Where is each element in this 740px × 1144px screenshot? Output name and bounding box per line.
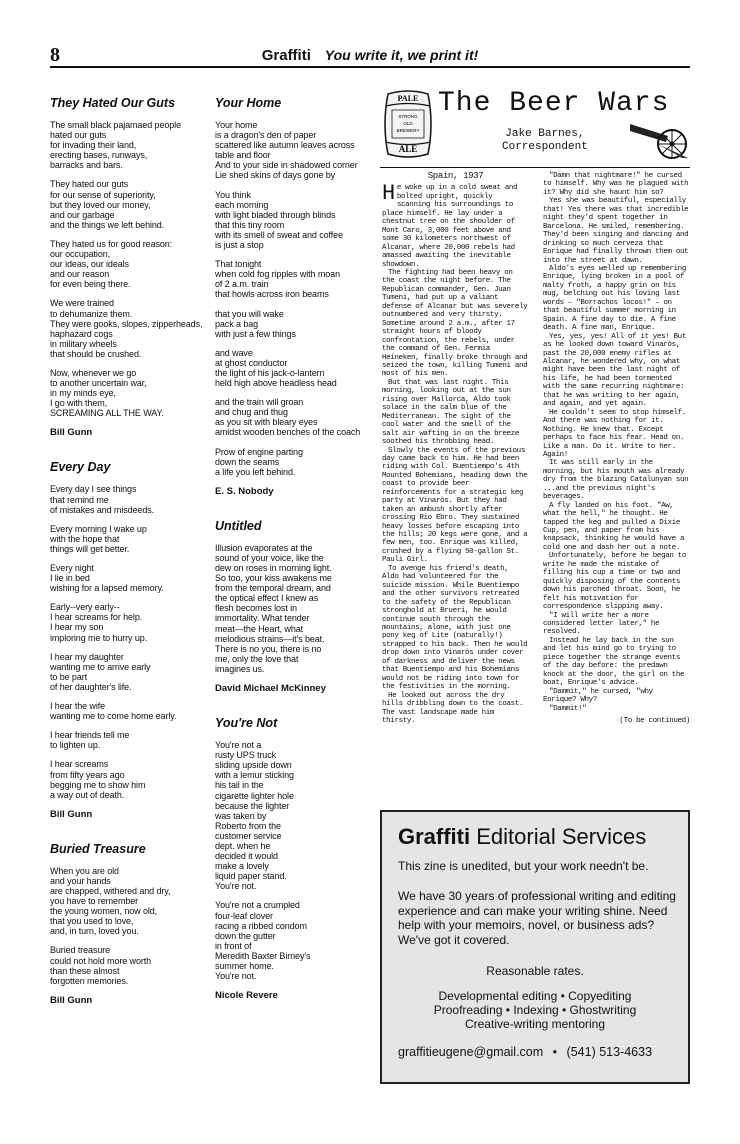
ad-services-line-1: Developmental editing • Copyediting bbox=[438, 989, 632, 1003]
poem-author: David Michael McKinney bbox=[215, 683, 326, 695]
article-dateline: Spain, 1937 bbox=[427, 171, 484, 181]
article-header bbox=[380, 88, 690, 168]
ad-contact bbox=[398, 1045, 652, 1059]
poem-title: Every Day bbox=[50, 460, 111, 475]
poem-title: They Hated Our Guts bbox=[50, 96, 176, 110]
ale-keg-illustration bbox=[382, 88, 434, 160]
cannon-illustration bbox=[628, 114, 690, 160]
page-number: 8 bbox=[50, 44, 60, 66]
poem-author: Bill Gunn bbox=[50, 427, 93, 439]
poem-title: Buried Treasure bbox=[50, 841, 146, 856]
ad-brand: Graffiti bbox=[398, 824, 471, 849]
poem-stanza: Prow of engine parting down the seams a life you left behind. bbox=[215, 446, 303, 477]
poem-stanza: You think each morning with light bladed through blinds that this tiny room with its smell of sweat and coffee is just a stop bbox=[215, 189, 343, 251]
article-paragraph: "Dammit," he cursed, "why Enrique? Why? bbox=[543, 687, 653, 705]
article-paragraph: It was still early in the morning, but his mouth was already dry from the blazing Catalunyan sun ...and the previous night's beverages. bbox=[543, 459, 689, 502]
poem-stanza: When you are old and your hands are chapped, withered and dry, you have to remember the young women, now old, that you used to love, and, in turn, loved you. bbox=[50, 865, 171, 937]
ad-services-line-2: Proofreading • Indexing • Ghostwriting bbox=[433, 1003, 637, 1017]
article-paragraph: A fly landed on his foot. "Aw, what the hell," he thought. He tapped the keg and pulled a Dixie Cup, pen, and paper from his knapsack, thinking he would have a cold one and dash her out a note. bbox=[543, 501, 685, 552]
article-paragraph: But that was last night. This morning, looking out at the sun rising over Mallorca, Aldo took solace in the calm blue of the Mediterranean. The sight of the cool water and the smell of the salt air wafting in on the breeze soothed his throbbing head. bbox=[382, 378, 519, 447]
page-header bbox=[50, 44, 690, 68]
poem-stanza: I hear the wife wanting me to come home early. bbox=[50, 701, 177, 722]
article-paragraph-text: e woke up in a cold sweat and bolted upright, quickly scanning his surroundings to place himself. He lay under a chestnut tree on the shoulder of Mont Caro, 3,000 feet above and some 30 kilometers northwest of Alcanar, where 20,000 rebels had amassed awaiting the inevitable showdown. bbox=[382, 184, 518, 269]
poem-stanza: and the train will groan and chug and thug as you sit with bleary eyes amidst wooden benches of the coach bbox=[215, 397, 361, 438]
poem-stanza: Every night I lie in bed wishing for a lapsed memory. bbox=[50, 563, 164, 594]
poem-stanza: I hear screams from fifty years ago begging me to show him a way out of death. bbox=[50, 759, 146, 800]
byline-name: Jake Barnes, bbox=[505, 128, 585, 140]
ad-services bbox=[382, 989, 688, 1031]
poem-author: Bill Gunn bbox=[50, 808, 93, 820]
article-paragraph: Yes she was beautiful, especially that! Yes there was that incredible night they'd spent together in Barcelona. He smiled, remembering. They'd been singing and dancing and drinking so much cerveza that Enrique had finally thrown them out into the street at dawn. bbox=[543, 197, 689, 265]
poem-stanza: Every morning I wake up with the hope that things will get better. bbox=[50, 523, 147, 554]
ad-phone: (541) 513-4633 bbox=[566, 1045, 653, 1059]
poem-stanza: You're not a rusty UPS truck sliding upside down with a lemur sticking his tail in the cigarette lighter hole because the lighter was taken by Roberto from the customer service dept. when he decided it would make a lovely liquid paper stand. You're not. bbox=[215, 740, 294, 892]
poem-author: Nicole Revere bbox=[215, 990, 278, 1002]
ad-pitch: We have 30 years of professional writing and editing experience and can make your writing shine. Need help with your memoirs, novel, or business ads? We've got it covered. bbox=[398, 889, 676, 947]
byline-role: Correspondent bbox=[502, 141, 588, 153]
article-paragraph: Aldo's eyes welled up remembering Enrique, lying broken in a pool of malty froth, a happy grin on his mug, belching out his loving last words – "Borrachos locos!" – on that beautiful summer morning in Spain. A fine day to die. A fine death. A fine man, Enrique. bbox=[543, 264, 686, 333]
poem-author: Bill Gunn bbox=[50, 994, 93, 1006]
poem-stanza: They hated us for good reason: our occupation, our ideas, our ideals and our reason for even being there. bbox=[50, 238, 173, 290]
article-paragraph: To avenge his friend's death, Aldo had volunteered for the suicide mission. While Buentiempo and the other survivors retreated to the safety of the Republican stronghold at Brueri, he would continue south through the mountains, alone, with just one pony keg of Lite (naturally!) strapped to his back. Then he would drop down into Vinaròs under cover of darkness and deliver the news that Buentiempo and his Bohemians would not be riding into town for the festivities in the morning. bbox=[382, 564, 528, 692]
poems-column-left bbox=[50, 90, 205, 1028]
poem-stanza: Every day I see things that remind me of mistakes and misdeeds. bbox=[50, 484, 155, 515]
poems-column-middle bbox=[215, 90, 373, 1023]
masthead-brand: Graffiti bbox=[261, 47, 311, 64]
poem-stanza: Illusion evaporates at the sound of your voice, like the dew on roses in morning light. So too, your kiss awakens me from the temporal dream, and the optical effect I knew as flesh becomes lost in immortality. What tender meat—the Heart, what melodious strains—it's beat. There is no you, there is no me, only the love that imagines us. bbox=[215, 542, 332, 674]
poem-stanza: That tonight when cold fog ripples with moan of 2 a.m. train that howls across iron beams bbox=[215, 259, 340, 300]
ad-service: Editorial Services bbox=[476, 824, 647, 849]
poem-stanza: Buried treasure could not hold more worth than these almost forgotten memories. bbox=[50, 945, 152, 986]
article-paragraph: The fighting had been heavy on the coast the night before. The Republican commander, Gen. Juan Tumeni, had put up a valiant defense of Alcanar but was severely outnumbered and very thirsty. Sometime around 2 a.m., after 17 straight hours of bloody confrontation, the rebels, under the command of Gen. Fermia Heineken, finally broke through and seized the town, killing Tumeni and most of his men. bbox=[382, 268, 528, 379]
poem-stanza: and wave at ghost conductor the light of his jack-o-lantern held high above headless head bbox=[215, 347, 337, 389]
article-title: The Beer Wars bbox=[438, 88, 670, 119]
article-column-2 bbox=[543, 172, 690, 725]
poem-stanza: that you will wake pack a bag with just a few things bbox=[215, 308, 296, 339]
poem-title: Your Home bbox=[215, 96, 282, 110]
keg-label-old: OLD bbox=[403, 121, 413, 126]
poem-author: E. S. Nobody bbox=[215, 485, 274, 497]
article-paragraph: He couldn't seem to stop himself. And there was nothing for it. Nothing. He knew that. Except perhaps to face his fear. Head on. Like a man. Do it. Write to her. Again! bbox=[543, 408, 686, 459]
article-paragraph bbox=[382, 181, 529, 269]
keg-label-brewery: BREWERY bbox=[396, 128, 420, 133]
poem-stanza: They hated our guts for our sense of superiority, but they loved our money, and our garbage and the things we left behind. bbox=[50, 179, 165, 230]
article-paragraph: Unfortunately, before he began to write he made the mistake of filling his cup a time or two and quickly disposing of the contents down his parched throat. Soon, he felt his motivation for correspondence slipping away. bbox=[543, 552, 686, 612]
poem-stanza: I hear friends tell me to lighten up. bbox=[50, 730, 130, 751]
keg-label-ale: ALE bbox=[398, 144, 418, 154]
ad-email-link[interactable]: graffitieugene@gmail.com bbox=[398, 1045, 544, 1059]
ad-title bbox=[398, 824, 646, 850]
masthead bbox=[50, 47, 690, 64]
beer-wars-article bbox=[380, 88, 690, 725]
poem-stanza: I hear my daughter wanting me to arrive early to be part of her daughter's life. bbox=[50, 651, 151, 692]
drop-cap: H bbox=[382, 181, 395, 207]
article-paragraph: Instead he lay back in the sun and let his mind go to trying to piece together the strange events of the day before: the predawn knock at the door, the girl on the boat, Enrique's advice. bbox=[543, 636, 685, 688]
editorial-services-ad bbox=[380, 810, 690, 1084]
article-paragraph: "I will write her a more considered letter later," he resolved. bbox=[543, 611, 660, 637]
article-paragraph: "Damn that nightmare!" he cursed to himself. Why was he plagued with it? Why did she haunt him so? bbox=[543, 172, 689, 197]
article-column-1 bbox=[382, 172, 529, 725]
poem-title: You're Not bbox=[215, 716, 278, 731]
ad-services-line-3: Creative-writing mentoring bbox=[464, 1017, 606, 1031]
article-paragraph: He looked out across the dry hills dribbling down to the coast. The vast landscape made him thirsty. bbox=[382, 691, 524, 725]
poem-stanza: We were trained to dehumanize them. They were gooks, slopes, zipperheads, haphazard cogs in military wheels that should be crushed. bbox=[50, 298, 203, 359]
masthead-tagline: You write it, we print it! bbox=[324, 47, 479, 63]
article-byline bbox=[502, 128, 588, 154]
poem-stanza: Your home is a dragon's den of paper scattered like autumn leaves across table and floor And to your side in shadowed corner Lie shed skins of days gone by bbox=[215, 120, 358, 181]
poem-stanza: Early--very early-- I hear screams for help. I hear my son imploring me to hurry up. bbox=[50, 602, 148, 643]
keg-label-strong: STRONG bbox=[398, 114, 418, 119]
ad-intro: This zine is unedited, but your work needn't be. bbox=[398, 859, 649, 873]
poem-title: Untitled bbox=[215, 518, 262, 533]
article-paragraph: "Dammit!" bbox=[549, 704, 587, 713]
poem-stanza: Now, whenever we go to another uncertain war, in my minds eye, I go with them, SCREAMING ALL THE WAY. bbox=[50, 367, 164, 419]
article-paragraph: Yes, yes, yes! All of it yes! But as he looked down toward Vinaròs, past the 20,000 enemy rifles at Alcanar, he wondered why, on what might have been the last night of his life, he had been tormented with the same recurring nightmare: that he was writing to her again, and again, and yet again. bbox=[543, 332, 686, 409]
keg-label-pale: PALE bbox=[397, 94, 419, 103]
to-be-continued: (To be continued) bbox=[619, 717, 690, 725]
poem-stanza: You're not a crumpled four-leaf clover racing a ribbed condom down the gutter in front of Meredith Baxter Birney's summer home. You're not. bbox=[215, 900, 311, 982]
ad-rates: Reasonable rates. bbox=[486, 964, 584, 978]
ad-separator: • bbox=[552, 1045, 558, 1059]
article-paragraph: Slowly the events of the previous day came back to him. He had been riding with Col. Buentiempo's 4th Mounted Bohemians, heading down the coast to provide beer reinforcements for a strategic keg party at Vinaròs. But they had taken an ambush shortly after crossing Rio Ebro. They sustained heavy losses before escaping into the hills; 20 kegs were gone, and a few men, too. Enrique was killed, crushed by a flying 50-gallon St. Pauli Girl. bbox=[382, 446, 528, 565]
poem-stanza: The small black pajamaed people hated our guts for invading their land, erecting bases, runways, barracks and bars. bbox=[50, 120, 181, 171]
